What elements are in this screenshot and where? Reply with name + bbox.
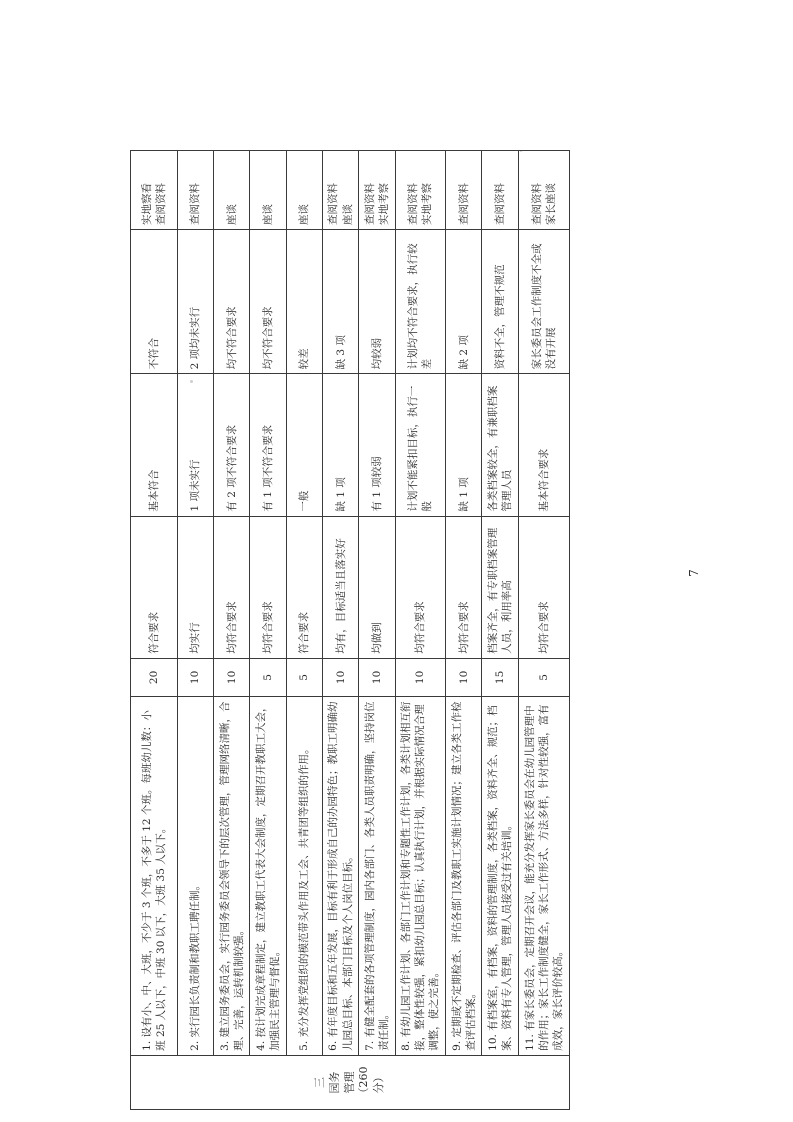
fails-cell: 2 项均未实行	[177, 230, 213, 374]
method-cell: 查阅资料 家长座谈	[518, 151, 569, 230]
basic-cell: 基本符合	[131, 374, 178, 516]
table-row	[214, 151, 250, 1110]
method-cell: 查阅资料 座谈	[323, 151, 359, 230]
table-row	[323, 151, 359, 1110]
score-cell: 10	[446, 658, 482, 696]
score-cell: 20	[131, 658, 178, 696]
evaluation-table	[130, 150, 570, 1110]
table-row	[177, 151, 213, 1110]
category-number: 三	[312, 1076, 326, 1088]
table-row	[446, 151, 482, 1110]
meets-cell: 均符合要求	[446, 516, 482, 658]
basic-cell: 缺 1 项	[323, 374, 359, 516]
basic-cell: 有 1 项不符合要求	[250, 374, 286, 516]
fails-cell: 较差	[286, 230, 322, 374]
meets-cell: 档案齐全，有专职档案管理人员，利用率高	[482, 516, 518, 658]
meets-cell: 均符合要求	[395, 516, 446, 658]
score-cell: 5	[250, 658, 286, 696]
method-cell: 查阅资料 实地考察	[395, 151, 446, 230]
fails-cell: 缺 3 项	[323, 230, 359, 374]
method-cell: 查阅资料	[177, 151, 213, 230]
standard-cell: 4. 按计划完成章程制定，建立教职工代表大会制度，定期召开教职工大会，加强民主管理与督促。	[250, 697, 286, 1056]
method-cell: 查阅资料	[446, 151, 482, 230]
meets-cell: 均符合要求	[518, 516, 569, 658]
basic-cell: 缺 1 项	[446, 374, 482, 516]
method-cell: 座谈	[250, 151, 286, 230]
table-row	[482, 151, 518, 1110]
score-cell: 10	[177, 658, 213, 696]
score-cell: 10	[323, 658, 359, 696]
meets-cell: 符合要求	[131, 516, 178, 658]
method-cell: 座谈	[286, 151, 322, 230]
fails-cell: 缺 2 项	[446, 230, 482, 374]
table-row	[359, 151, 395, 1110]
standard-cell: 1. 设有小、中、大班，不少于 3 个班，不多于 12 个班。每班幼儿数：小班 25 人以下，中班 30 以下，大班 35 人以下。	[131, 697, 178, 1056]
score-cell: 10	[214, 658, 250, 696]
method-cell: 实地察看 查阅资料	[131, 151, 178, 230]
standard-cell: 2. 实行园长负责制和教职工聘任制。	[177, 697, 213, 1056]
table-row	[518, 151, 569, 1110]
meets-cell: 均实行	[177, 516, 213, 658]
category-cell	[131, 1055, 570, 1109]
meets-cell: 均符合要求	[214, 516, 250, 658]
table-row	[395, 151, 446, 1110]
meets-cell: 均做到	[359, 516, 395, 658]
score-cell: 10	[395, 658, 446, 696]
score-cell: 10	[359, 658, 395, 696]
fails-cell: 均不符合要求	[214, 230, 250, 374]
meets-cell: 符合要求	[286, 516, 322, 658]
meets-cell: 均有，目标适当且落实好	[323, 516, 359, 658]
basic-cell: 有 1 项较弱	[359, 374, 395, 516]
table-row	[250, 151, 286, 1110]
standard-cell: 10. 有档案室，有档案，资料的管理制度，各类档案，资料齐全、规范；档案、资料有专人管理，管理人员接受过有关培训。	[482, 697, 518, 1056]
fails-cell: 家长委员会工作制度不全或没有开展	[518, 230, 569, 374]
category-points: （260 分）	[357, 1066, 386, 1099]
standard-cell: 5. 充分发挥党组织的模范带头作用及工会、共青团等组织的作用。	[286, 697, 322, 1056]
score-cell: 5	[286, 658, 322, 696]
standard-cell: 3. 建立园务委员会，实行园务委员会领导下的层次管理，管理网络清晰，合理、完善，运转机制较强。	[214, 697, 250, 1056]
method-cell: 座谈	[214, 151, 250, 230]
standard-cell: 6. 有年度目标和五年发展，目标有利于形成自己的办园特色；教职工明确幼儿园总目标、本部门目标及个人岗位目标。	[323, 697, 359, 1056]
standard-cell: 9. 定期或不定期检查、评估各部门及教职工实施计划情况；建立各类工作检查评估档案。	[446, 697, 482, 1056]
category-name-line1: 园务	[327, 1071, 341, 1094]
basic-cell: 1 项未实行	[177, 374, 213, 516]
basic-cell: 有 2 项不符合要求	[214, 374, 250, 516]
fails-cell: 均不符合要求	[250, 230, 286, 374]
method-cell: 查阅资料 实地考察	[359, 151, 395, 230]
table-row	[286, 151, 322, 1110]
standard-cell: 7. 有健全配套的各项管理制度，园内各部门、各类人员职责明确，坚持岗位责任制。	[359, 697, 395, 1056]
category-name-line2: 管理	[342, 1071, 356, 1094]
basic-cell: 一般	[286, 374, 322, 516]
score-cell: 15	[482, 658, 518, 696]
meets-cell: 均符合要求	[250, 516, 286, 658]
basic-cell: 基本符合要求	[518, 374, 569, 516]
score-cell: 5	[518, 658, 569, 696]
fails-cell: 计划均不符合要求，执行较差	[395, 230, 446, 374]
page-number: 7	[686, 569, 701, 577]
standard-cell: 11. 有家长委员会，定期召开会议，能充分发挥家长委员会在幼儿园管理中的作用；家长工作制度健全，家长工作形式、方法多样，针对性较强，富有成效，家长评价较高。	[518, 697, 569, 1056]
table-row	[131, 151, 178, 1110]
fails-cell: 均较弱	[359, 230, 395, 374]
basic-cell: 计划不能紧扣目标，执行一般	[395, 374, 446, 516]
fails-cell: 资料不全，管理不规范	[482, 230, 518, 374]
basic-cell: 各类档案较全，有兼职档案管理人员	[482, 374, 518, 516]
fails-cell: 不符合	[131, 230, 178, 374]
standard-cell: 8. 有幼儿园工作计划、各部门工作计划和专题性工作计划，各类计划相互衔接，整体性较强，紧扣幼儿园总目标；认真执行计划，并根据实际情况合理调整，使之完善。	[395, 697, 446, 1056]
evaluation-table-rotated	[130, 150, 570, 1110]
method-cell: 查阅资料	[482, 151, 518, 230]
